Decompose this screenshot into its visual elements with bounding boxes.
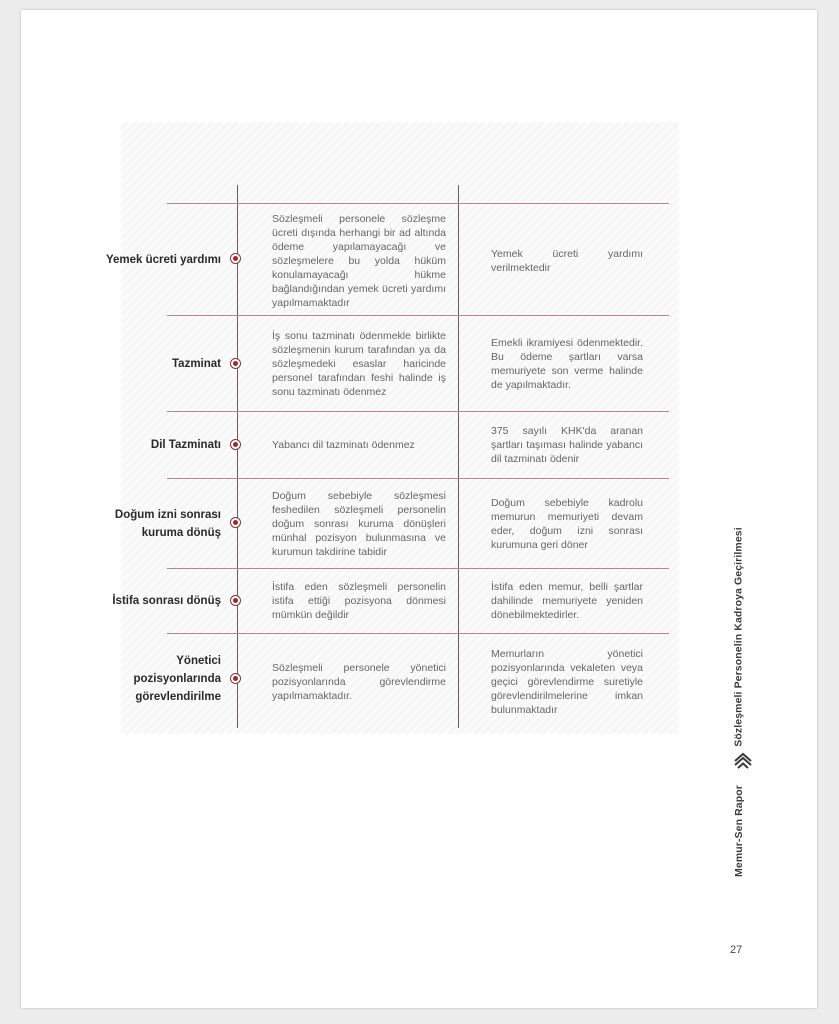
row-label-text: Yemek ücreti yardımı [105, 254, 221, 266]
contract-cell [272, 643, 446, 721]
contract-text: İş sonu tazminatı ödenmekle birlikte sözleşmenin kurum tarafından ya da sözleşmedeki esaslar haricinde personel tarafından feshi halinde iş sonu tazminatı ödenmez [272, 329, 446, 399]
contract-cell [272, 212, 446, 310]
timeline-bullet-icon [230, 517, 241, 528]
permanent-cell [491, 643, 643, 721]
table-divider-middle [458, 185, 459, 728]
contract-text: Sözleşmeli personele sözleşme ücreti dışında herhangi bir ad altında ödeme yapılamayacağı ve sözleşmelere bu yolda hüküm konulamayacağı hükme bağlandığından yemek ücreti yardımı yapılmamaktadır [272, 212, 446, 310]
row-separator [167, 568, 669, 569]
contract-text: Sözleşmeli personele yönetici pozisyonlarında görevlendirme yapılmamaktadır. [272, 661, 446, 703]
permanent-text: 375 sayılı KHK'da aranan şartları taşıması halinde yabancı dil tazminatı ödenir [491, 424, 643, 466]
row-label-language-allowance [100, 435, 221, 455]
permanent-text: Emekli ikramiyesi ödenmektedir. Bu ödeme şartları varsa memuriyete son verme halinde de yapılmaktadır. [491, 336, 643, 392]
permanent-text: Yemek ücreti yardımı verilmektedir [491, 247, 643, 274]
permanent-text: Memurların yönetici pozisyonlarında vekaleten veya geçici görevlendirme suretiyle görevlendirilmelerine imkan bulunmaktadır [491, 647, 643, 717]
row-separator [167, 203, 669, 204]
permanent-cell [491, 215, 643, 307]
contract-cell [272, 576, 446, 626]
row-label-management-assignment [100, 655, 221, 703]
permanent-text: Doğum sebebiyle kadrolu memurun memuriyeti devam eder, doğum izni sonrası kurumuna geri döner [491, 496, 643, 552]
row-label-text: Yönetici pozisyonlarında görevlendirilme [133, 655, 221, 703]
report-title-text: Sözleşmeli Personelin Kadroya Geçirilmesi [733, 527, 746, 747]
row-separator [167, 478, 669, 479]
row-label-text: Tazminat [172, 358, 221, 370]
timeline-bullet-icon [230, 253, 241, 264]
row-label-meal-allowance [100, 240, 221, 280]
row-label-resignation-return [100, 591, 221, 611]
contract-cell [272, 420, 446, 470]
permanent-cell [491, 420, 643, 470]
contract-cell [272, 487, 446, 561]
timeline-bullet-icon [230, 439, 241, 450]
permanent-text: İstifa eden memur, belli şartlar dahilinde memuriyete yeniden dönebilmektedirler. [491, 580, 643, 622]
table-divider-left [237, 185, 238, 728]
timeline-bullet-icon [230, 673, 241, 684]
row-label-text: Doğum izni sonrası kuruma dönüş [114, 509, 221, 539]
permanent-cell [491, 576, 643, 626]
brand-text: Memur-Sen Rapor [733, 785, 745, 877]
permanent-cell [491, 326, 643, 402]
page-number: 27 [730, 944, 743, 956]
contract-text: İstifa eden sözleşmeli personelin istifa ettiği pozisyona dönmesi mümkün değildir [272, 580, 446, 622]
contract-text: Yabancı dil tazminatı ödenmez [272, 438, 415, 451]
memur-sen-logo-icon [734, 752, 752, 770]
brand-vertical [730, 785, 748, 877]
row-label-maternity-return [100, 504, 221, 544]
timeline-bullet-icon [230, 358, 241, 369]
row-label-compensation [100, 354, 221, 374]
report-title-vertical [730, 527, 748, 747]
row-separator [167, 633, 669, 634]
row-label-text: Dil Tazminatı [150, 439, 221, 451]
row-separator [167, 411, 669, 412]
contract-text: Doğum sebebiyle sözleşmesi feshedilen sözleşmeli personelin doğum sonrası kuruma dönüşleri münhal pozisyon bulunmasına ve kurumun takdirine tabidir [272, 489, 446, 559]
contract-cell [272, 326, 446, 402]
permanent-cell [491, 487, 643, 561]
timeline-bullet-icon [230, 595, 241, 606]
row-separator [167, 315, 669, 316]
row-label-text: İstifa sonrası dönüş [112, 595, 221, 607]
